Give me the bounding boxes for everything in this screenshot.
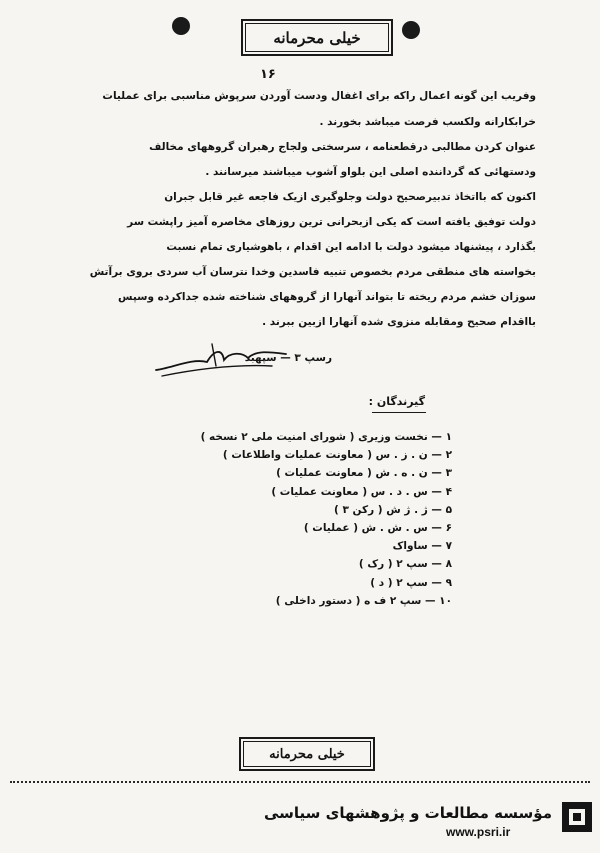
handwritten-signature [152,340,292,380]
page-number: ۱۶ [260,67,276,82]
classification-stamp-bottom: خیلی محرمانه [239,737,375,771]
body-line: وفریب این گونه اعمال راکه برای اغفال ودست آوردن سرپوش مناسبی برای عملیات [102,90,536,102]
body-line: خرابکارانه ولکسب فرصت میباشد بخورند . [319,116,536,128]
list-item: ۳ — ن . ه . ش ( معاونت عملیات ) [276,467,452,480]
body-line: بخواسته های منطقی مردم بخصوص تنبیه فاسدین وخدا نترسان آب سردی بروی برآتش [89,266,536,278]
recipients-list [201,428,452,610]
body-line: سوزان خشم مردم ریخته تا بتواند آنهارا از گروههای شناخته شده جداکرده وسپس [118,291,536,303]
list-item: ۱۰ — سپ ۲ ف ه ( دستور داخلی ) [275,594,452,607]
body-line: بگذارد ، پیشنهاد میشود دولت با ادامه این اقدام ، باهوشیاری تمام نسبت [166,241,536,253]
list-item: ۱ — نخست وزیری ( شورای امنیت ملی ۲ نسخه ) [200,431,452,443]
institute-name: مؤسسه مطالعات و پژوهشهای سیاسی [263,804,552,822]
list-item: ۸ — سپ ۲ ( رک ) [358,558,452,571]
psri-logo-icon [562,802,592,832]
list-item: ۴ — س . د . س ( معاونت عملیات ) [271,485,452,498]
punch-mark-icon [172,17,190,35]
dotted-divider [10,781,590,783]
body-line: ودستهائی که گرداننده اصلی این بلواو آشوب میباشند میرسانند . [205,166,536,178]
body-line: دولت توفیق یافته است که یکی ازبحرانی ترین روزهای مخاصره آمیز راپشت سر [127,216,536,228]
signer-rank: رسپ ۳ — سپهبد [244,352,332,364]
body-line: عنوان کردن مطالبی درقطعنامه ، سرسختی ولجاج رهبران گروههای مخالف [149,141,536,153]
list-item: ۶ — س . ش . ش ( عملیات ) [303,521,452,534]
website-link[interactable]: www.psri.ir [446,825,511,839]
punch-mark-icon [402,21,420,39]
body-line: اکنون که بااتخاذ تدبیرصحیح دولت وجلوگیری ازیک فاجعه غیر قابل جبران [164,191,536,203]
list-item: ۹ — سپ ۲ ( د ) [370,576,452,589]
classification-stamp-top: خیلی محرمانه [241,19,393,56]
list-item: ۵ — ژ . ژ ش ( رکن ۳ ) [333,503,452,516]
list-item: ۲ — ن . ز . س ( معاونت عملیات واطلاعات ) [222,449,452,462]
list-item: ۷ — ساواک [392,540,452,553]
body-line: بااقدام صحیح ومقابله منزوی شده آنهارا ازبین ببرند . [262,316,536,328]
recipients-title: گیرندگان : [368,395,425,408]
title-underline [372,412,426,413]
